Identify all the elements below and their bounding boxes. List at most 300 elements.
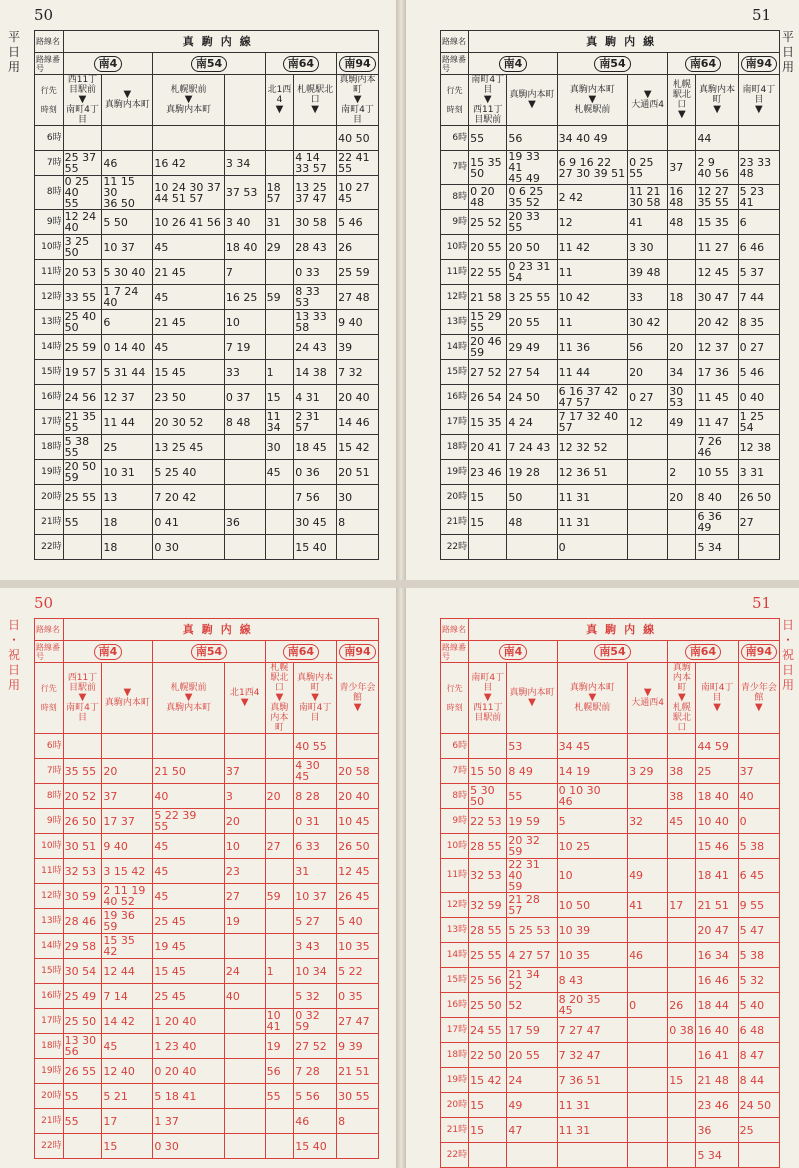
hour-cell: 18時	[441, 1043, 469, 1068]
route-cell	[63, 641, 153, 663]
dest-bottom: 真駒内本町	[104, 698, 150, 708]
timetable-page	[406, 588, 799, 1168]
departure-cell: 25 40 50	[63, 310, 102, 335]
departure-cell: 49	[668, 410, 696, 435]
route-badge: 南4	[94, 56, 123, 72]
departure-cell: 0 35	[337, 984, 379, 1009]
departure-cell: 5 32	[294, 984, 337, 1009]
book-gutter-bottom	[396, 588, 406, 1168]
departure-cell: 30	[265, 435, 294, 460]
departure-cell: 0 31	[294, 809, 337, 834]
departure-cell: 0 30	[153, 535, 224, 560]
departure-cell: 6 46	[738, 235, 779, 260]
departure-cell	[668, 260, 696, 285]
departure-cell: 16 25	[224, 285, 265, 310]
hour-cell: 12時	[35, 285, 64, 310]
departure-cell: 44	[696, 126, 738, 151]
dest-top: 真駒内本町	[672, 663, 691, 693]
departure-cell: 5 34	[696, 535, 738, 560]
table-row	[35, 809, 379, 834]
table-row	[441, 335, 780, 360]
departure-cell: 30 47	[696, 285, 738, 310]
departure-cell: 22 55	[469, 260, 507, 285]
dest-bottom: 南町4丁目	[66, 105, 99, 125]
dest-label: 行先	[40, 684, 57, 693]
hour-cell: 7時	[441, 151, 469, 185]
dest-top: 北1西4	[230, 688, 260, 698]
departure-cell: 5	[557, 809, 627, 834]
departure-cell: 7 27 47	[557, 1018, 627, 1043]
departure-cell: 19 36 59	[102, 909, 153, 934]
departure-cell: 13 25 37 47	[294, 176, 337, 210]
destination-cell	[153, 663, 224, 734]
route-badge: 南54	[191, 56, 227, 72]
departure-cell: 5 37	[738, 260, 779, 285]
departure-cell: 59	[265, 285, 294, 310]
departure-cell: 18 57	[265, 176, 294, 210]
departure-cell: 27	[224, 884, 265, 909]
departure-cell	[668, 734, 696, 759]
departure-cell: 10	[224, 310, 265, 335]
route-cell	[265, 641, 336, 663]
departure-cell: 23	[224, 859, 265, 884]
line-label-cell: 路線名	[35, 31, 64, 53]
departure-cell: 48	[507, 510, 557, 535]
route-label-cell: 路線番号	[35, 53, 64, 75]
departure-cell: 20 58	[337, 759, 379, 784]
table-row	[35, 435, 379, 460]
departure-cell: 12 38	[738, 435, 779, 460]
departure-cell: 10 45	[337, 809, 379, 834]
departure-cell	[224, 1034, 265, 1059]
table-row	[35, 1084, 379, 1109]
departure-cell: 20	[668, 335, 696, 360]
line-name: 真駒内線	[63, 31, 378, 53]
table-row	[441, 535, 780, 560]
departure-cell: 15 42	[469, 1068, 507, 1093]
departure-cell: 40 50	[337, 126, 379, 151]
departure-cell: 0	[628, 993, 668, 1018]
departure-cell	[63, 1134, 102, 1159]
departure-cell: 34	[668, 360, 696, 385]
departure-cell	[469, 535, 507, 560]
hour-cell: 8時	[441, 185, 469, 210]
dest-top: 西11丁目駅前	[67, 75, 98, 95]
departure-cell: 30 53	[668, 385, 696, 410]
route-badge: 南4	[499, 644, 528, 660]
destination-cell	[507, 75, 557, 126]
departure-cell: 16 42	[153, 151, 224, 176]
hour-cell: 14時	[441, 943, 469, 968]
departure-cell: 48	[668, 210, 696, 235]
departure-cell: 7 32	[337, 360, 379, 385]
departure-cell: 20 46 59	[469, 335, 507, 360]
departure-cell: 0 14 40	[102, 335, 153, 360]
route-cell	[63, 53, 153, 75]
departure-cell: 11 34	[265, 410, 294, 435]
hour-cell: 19時	[35, 460, 64, 485]
dest-top: 南町4丁目	[700, 683, 734, 703]
table-row	[35, 834, 379, 859]
dest-bottom: 大通西4	[631, 698, 665, 708]
departure-cell	[265, 934, 294, 959]
departure-cell	[507, 1143, 557, 1168]
departure-cell: 8 47	[738, 1043, 779, 1068]
dest-bottom: 真駒内本町	[166, 105, 212, 115]
dest-label-cell	[35, 75, 64, 126]
timetable	[34, 30, 379, 560]
departure-cell: 0 41	[153, 510, 224, 535]
departure-cell: 8 44	[738, 1068, 779, 1093]
departure-cell: 15	[469, 485, 507, 510]
line-label-cell: 路線名	[35, 619, 64, 641]
departure-cell: 2 9 40 56	[696, 151, 738, 185]
departure-cell: 5 25 53	[507, 918, 557, 943]
route-badge: 南94	[741, 56, 777, 72]
destination-cell	[294, 75, 337, 126]
departure-cell	[738, 126, 779, 151]
dest-top: 札幌駅前	[170, 683, 207, 693]
departure-cell: 12 45	[696, 260, 738, 285]
departure-cell: 36	[224, 510, 265, 535]
departure-cell: 15 35 50	[469, 151, 507, 185]
departure-cell: 27 47	[337, 1009, 379, 1034]
line-label-cell: 路線名	[441, 31, 469, 53]
departure-cell	[668, 1118, 696, 1143]
departure-cell: 30	[337, 485, 379, 510]
departure-cell: 11 31	[557, 485, 627, 510]
dest-bottom: 真駒内本町	[270, 703, 289, 733]
down-arrow-icon: ▼	[528, 697, 536, 708]
departure-cell: 6 33	[294, 834, 337, 859]
departure-cell	[265, 859, 294, 884]
departure-cell: 8 48	[224, 410, 265, 435]
dest-top: 北1西4	[267, 85, 292, 105]
departure-cell: 26 54	[469, 385, 507, 410]
route-cell	[557, 53, 668, 75]
table-row	[35, 510, 379, 535]
departure-cell: 5 22	[337, 959, 379, 984]
hour-cell: 7時	[35, 151, 64, 176]
hour-cell: 22時	[441, 535, 469, 560]
day-type-char: 祝	[781, 648, 794, 662]
day-type-char: 用	[7, 60, 20, 74]
departure-cell: 20 55	[507, 310, 557, 335]
day-type-char: ・	[781, 633, 794, 647]
departure-cell: 0 30	[153, 1134, 224, 1159]
hour-cell: 9時	[441, 809, 469, 834]
departure-cell	[337, 734, 379, 759]
departure-cell: 26	[668, 993, 696, 1018]
hour-cell: 21時	[35, 510, 64, 535]
hour-cell: 21時	[441, 510, 469, 535]
table-row	[441, 385, 780, 410]
table-row	[35, 535, 379, 560]
departure-cell: 8 20 35 45	[557, 993, 627, 1018]
departure-cell: 6 48	[738, 1018, 779, 1043]
departure-cell: 2 42	[557, 185, 627, 210]
dest-top: 真駒内本町	[509, 90, 555, 100]
departure-cell: 10 41	[265, 1009, 294, 1034]
departure-cell: 3 43	[294, 934, 337, 959]
down-arrow-icon: ▼	[643, 89, 652, 100]
departure-cell	[628, 485, 668, 510]
hour-cell: 21時	[441, 1118, 469, 1143]
departure-cell	[265, 485, 294, 510]
departure-cell: 27 54	[507, 360, 557, 385]
destination-cell	[469, 75, 507, 126]
departure-cell: 1 25 54	[738, 410, 779, 435]
day-type-char: 用	[781, 60, 794, 74]
departure-cell: 10 34	[294, 959, 337, 984]
departure-cell: 56	[628, 335, 668, 360]
departure-cell: 19	[224, 909, 265, 934]
departure-cell: 23 33 48	[738, 151, 779, 185]
departure-cell: 0 27	[628, 385, 668, 410]
departure-cell: 2	[668, 460, 696, 485]
departure-cell: 15	[469, 510, 507, 535]
departure-cell: 5 40	[337, 909, 379, 934]
departure-cell	[337, 1134, 379, 1159]
table-row	[441, 185, 780, 210]
departure-cell	[224, 460, 265, 485]
departure-cell: 25	[696, 759, 738, 784]
departure-cell: 7 20 42	[153, 485, 224, 510]
hour-cell: 6時	[35, 734, 64, 759]
departure-cell: 7 56	[294, 485, 337, 510]
departure-cell: 0 10 30 46	[557, 784, 627, 809]
destination-cell	[469, 663, 507, 734]
departure-cell: 25 52	[469, 210, 507, 235]
departure-cell: 6 45	[738, 859, 779, 893]
departure-cell: 45	[153, 235, 224, 260]
table-row	[441, 485, 780, 510]
departure-cell	[668, 918, 696, 943]
table-row	[441, 1018, 780, 1043]
hour-cell: 16時	[441, 385, 469, 410]
destination-cell	[337, 75, 379, 126]
departure-cell: 36	[696, 1118, 738, 1143]
departure-cell: 10 31	[102, 460, 153, 485]
departure-cell	[224, 1009, 265, 1034]
departure-cell	[628, 734, 668, 759]
departure-cell: 0 37	[224, 385, 265, 410]
departure-cell	[153, 126, 224, 151]
departure-cell: 26 55	[63, 1059, 102, 1084]
departure-cell: 10 35	[337, 934, 379, 959]
departure-cell: 22 41 55	[337, 151, 379, 176]
table-row	[441, 893, 780, 918]
departure-cell: 27 52	[294, 1034, 337, 1059]
route-badge: 南64	[685, 644, 721, 660]
departure-cell: 21 45	[153, 260, 224, 285]
departure-cell: 9 40	[337, 310, 379, 335]
table-row	[35, 784, 379, 809]
departure-cell: 17 59	[507, 1018, 557, 1043]
departure-cell: 24 56	[63, 385, 102, 410]
down-arrow-icon: ▼	[184, 94, 193, 105]
departure-cell: 17	[668, 893, 696, 918]
route-cell	[668, 53, 738, 75]
hour-cell: 20時	[35, 1084, 64, 1109]
dest-top: 西11丁目駅前	[67, 673, 98, 693]
dest-label-cell	[35, 663, 64, 734]
departure-cell	[628, 968, 668, 993]
departure-cell: 28 43	[294, 235, 337, 260]
departure-cell: 14 19	[557, 759, 627, 784]
departure-cell	[668, 859, 696, 893]
departure-cell	[628, 1068, 668, 1093]
departure-cell: 21 50	[153, 759, 224, 784]
departure-cell: 11 36	[557, 335, 627, 360]
departure-cell: 18 41	[696, 859, 738, 893]
departure-cell: 41	[628, 210, 668, 235]
departure-cell: 27	[738, 510, 779, 535]
departure-cell	[265, 984, 294, 1009]
table-row	[35, 151, 379, 176]
destination-cell	[668, 663, 696, 734]
departure-cell: 20	[668, 485, 696, 510]
departure-cell: 32 59	[469, 893, 507, 918]
departure-cell: 34 40 49	[557, 126, 627, 151]
departure-cell: 26 45	[337, 884, 379, 909]
hour-cell: 14時	[441, 335, 469, 360]
departure-cell: 4 27 57	[507, 943, 557, 968]
departure-cell: 30 58	[294, 210, 337, 235]
destination-cell	[102, 75, 153, 126]
route-cell	[153, 641, 265, 663]
departure-cell: 28 55	[469, 918, 507, 943]
departure-cell: 24	[224, 959, 265, 984]
departure-cell	[102, 126, 153, 151]
departure-cell	[224, 535, 265, 560]
day-type-label	[780, 30, 796, 75]
departure-cell: 19 33 41 45 49	[507, 151, 557, 185]
departure-cell: 18 40	[224, 235, 265, 260]
line-label-cell: 路線名	[441, 619, 469, 641]
hour-cell: 8時	[35, 784, 64, 809]
hour-cell: 12時	[35, 884, 64, 909]
book-gutter-top	[396, 0, 406, 580]
down-arrow-icon: ▼	[678, 109, 686, 120]
departure-cell: 5 50	[102, 210, 153, 235]
table-row	[35, 176, 379, 210]
hour-cell: 21時	[35, 1109, 64, 1134]
page-number: 50	[34, 594, 54, 612]
departure-cell: 0	[738, 809, 779, 834]
departure-cell: 6	[738, 210, 779, 235]
departure-cell: 21 51	[696, 893, 738, 918]
down-arrow-icon: ▼	[353, 702, 362, 713]
down-arrow-icon: ▼	[588, 94, 597, 105]
departure-cell: 46	[628, 943, 668, 968]
hour-cell: 18時	[35, 1034, 64, 1059]
table-row	[35, 759, 379, 784]
table-row	[441, 1093, 780, 1118]
dest-bottom: 札幌駅北口	[672, 703, 691, 733]
departure-cell: 8	[337, 1109, 379, 1134]
destination-cell	[337, 663, 379, 734]
departure-cell: 8 28	[294, 784, 337, 809]
time-label: 時刻	[40, 105, 57, 114]
departure-cell: 2 31 57	[294, 410, 337, 435]
departure-cell: 21 35 55	[63, 410, 102, 435]
departure-cell	[738, 734, 779, 759]
departure-cell: 8 35	[738, 310, 779, 335]
departure-cell: 39 48	[628, 260, 668, 285]
dest-label-cell	[441, 663, 469, 734]
departure-cell: 45	[153, 884, 224, 909]
departure-cell: 13	[102, 485, 153, 510]
departure-cell	[63, 734, 102, 759]
table-row	[35, 959, 379, 984]
destination-cell	[224, 75, 265, 126]
departure-cell: 26	[337, 235, 379, 260]
day-type-char: 用	[7, 678, 20, 692]
departure-cell	[557, 1143, 627, 1168]
departure-cell: 18 40	[696, 784, 738, 809]
down-arrow-icon: ▼	[528, 99, 536, 110]
departure-cell: 7 19	[224, 335, 265, 360]
down-arrow-icon: ▼	[754, 104, 763, 115]
down-arrow-icon: ▼	[184, 692, 193, 703]
down-arrow-icon: ▼	[123, 89, 132, 100]
departure-cell: 5 30 50	[469, 784, 507, 809]
route-cell	[153, 53, 265, 75]
departure-cell: 34 45	[557, 734, 627, 759]
departure-cell: 10 42	[557, 285, 627, 310]
destination-cell	[628, 663, 668, 734]
departure-cell: 0 23 31 54	[507, 260, 557, 285]
departure-cell: 6 16 37 42 47 57	[557, 385, 627, 410]
departure-cell: 25 50	[63, 1009, 102, 1034]
departure-cell: 13 33 58	[294, 310, 337, 335]
departure-cell	[628, 435, 668, 460]
departure-cell: 40 55	[294, 734, 337, 759]
departure-cell: 19	[265, 1034, 294, 1059]
departure-cell	[628, 784, 668, 809]
route-cell	[337, 53, 379, 75]
departure-cell	[628, 460, 668, 485]
table-row	[35, 360, 379, 385]
table-row	[441, 235, 780, 260]
departure-cell	[668, 943, 696, 968]
departure-cell: 15	[469, 1093, 507, 1118]
departure-cell: 1 37	[153, 1109, 224, 1134]
day-type-char: 用	[781, 678, 794, 692]
departure-cell: 16 41	[696, 1043, 738, 1068]
departure-cell: 12 45	[337, 859, 379, 884]
dest-bottom: 西11丁目駅前	[473, 105, 503, 125]
departure-cell: 19 57	[63, 360, 102, 385]
departure-cell: 25 59	[337, 260, 379, 285]
table-row	[441, 968, 780, 993]
day-type-char: 日	[781, 663, 794, 677]
departure-cell	[265, 535, 294, 560]
departure-cell	[668, 968, 696, 993]
page-number: 50	[34, 6, 54, 24]
departure-cell: 15 35	[469, 410, 507, 435]
day-type-label	[780, 618, 796, 693]
departure-cell	[265, 1109, 294, 1134]
day-type-char: 日	[7, 663, 20, 677]
departure-cell: 11 31	[557, 1093, 627, 1118]
departure-cell: 11 31	[557, 510, 627, 535]
departure-cell: 17	[102, 1109, 153, 1134]
down-arrow-icon: ▼	[754, 702, 763, 713]
departure-cell: 10 37	[102, 235, 153, 260]
hour-cell: 15時	[35, 959, 64, 984]
